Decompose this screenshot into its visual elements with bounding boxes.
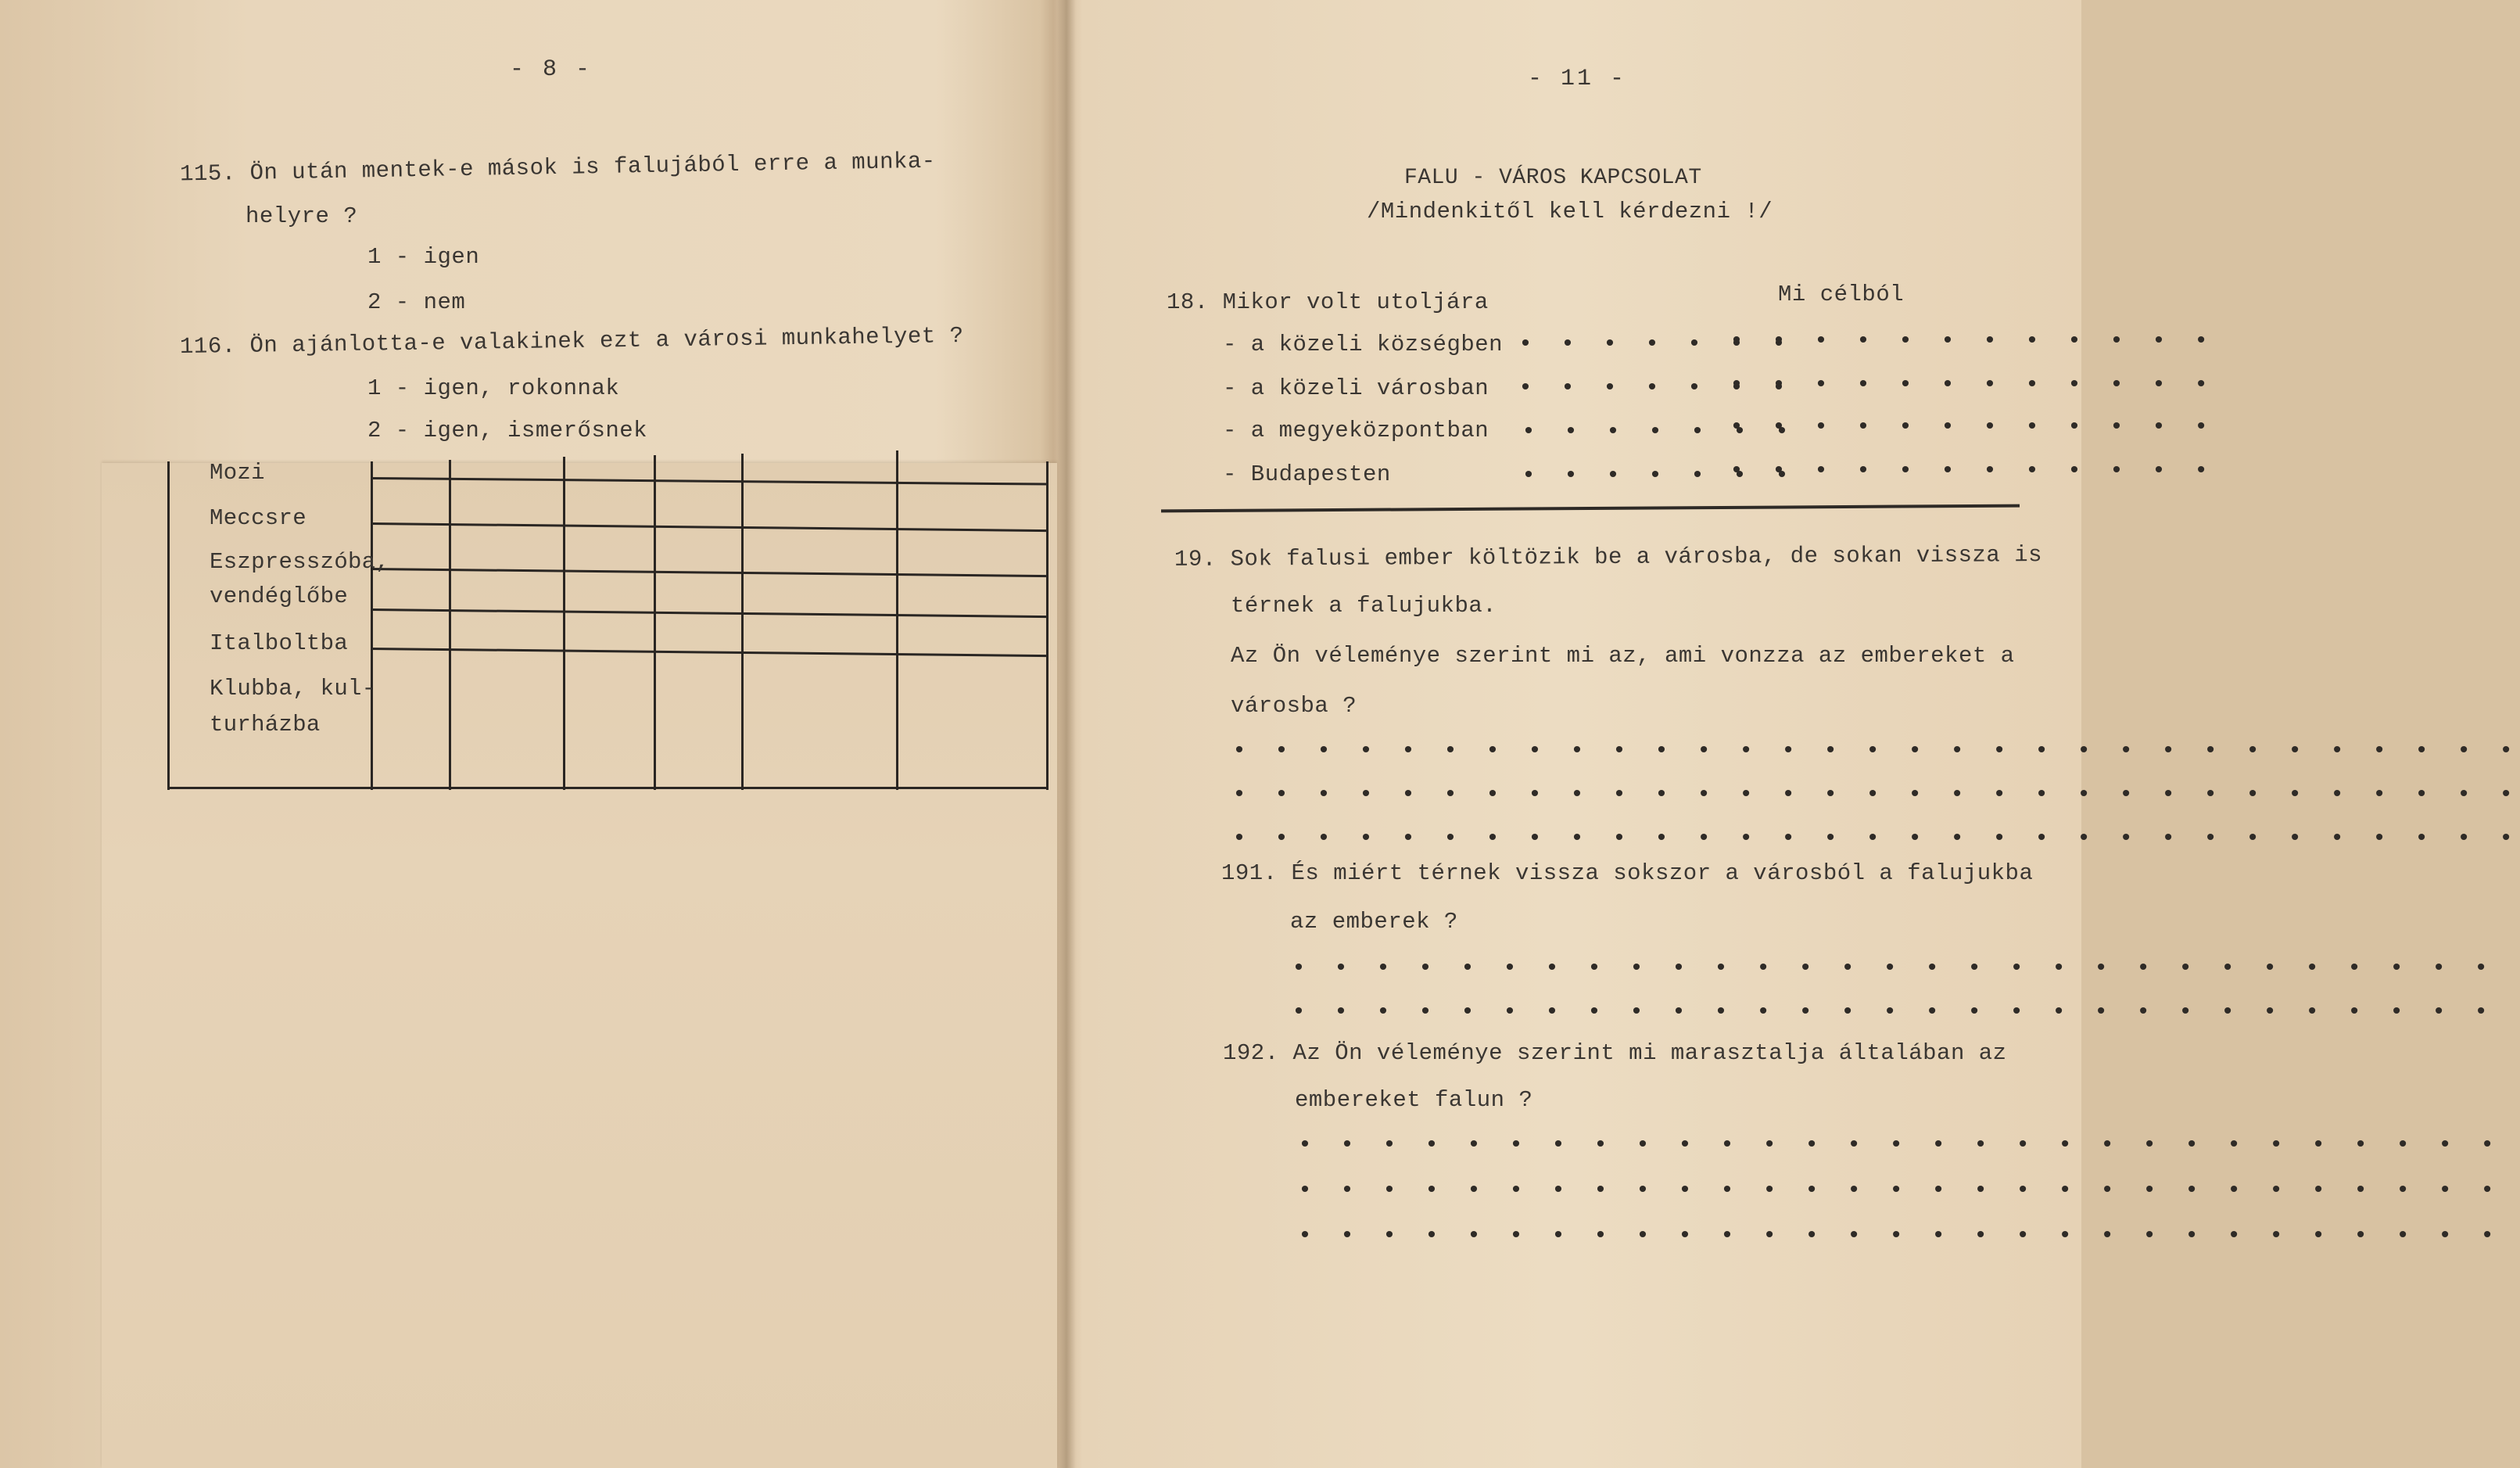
question-19-sub-cont: városba ? — [1231, 693, 1357, 719]
answer-dots: • • • • • • • • • • • • • • • • • • • • • • • • • • • • • — [1292, 1000, 2496, 1026]
table-border-right — [1046, 461, 1049, 790]
answer-dots: • • • • • • • • • • • • — [1730, 458, 2216, 485]
question-115: 115. Ön után mentek-e mások is falujából erre a munka- — [179, 148, 936, 188]
q18-item: - a közeli községben — [1223, 332, 1504, 357]
answer-dots: • • • • • • • • • • • • • • • • • • • • • • • • • • • • • • • — [1232, 826, 2520, 852]
table-border-left — [167, 461, 170, 790]
table-border-bottom — [167, 787, 1049, 789]
answer-dots: • • • • • • • • • • • • — [1730, 328, 2216, 355]
answer-dots: • • • • • • • • • • • • • • • • • • • • • • • • • • • • • • • — [1232, 782, 2520, 809]
option-igen-rokonnak: 1 - igen, rokonnak — [367, 375, 620, 401]
table-col-line — [449, 460, 451, 790]
answer-dots: • • • • • • • • • • • • • • • • • • • • • • • • • • • • • — [1298, 1178, 2502, 1204]
question-19-sub: Az Ön véleménye szerint mi az, ami vonzza az embereket a — [1231, 643, 2015, 669]
section-title: FALU - VÁROS KAPCSOLAT — [1404, 166, 1702, 190]
answer-dots: • • • • • • • • • • • • • • • • • • • • • • • • • • • • • — [1298, 1132, 2502, 1159]
answer-dots: • • • • • • • — [1522, 463, 1797, 490]
row-label: vendéglőbe — [210, 583, 349, 609]
table-col-line — [654, 455, 656, 790]
answer-dots: • • • • • • • • • • • • • • • • • • • • • • • • • • • • • — [1298, 1223, 2502, 1250]
option-nem: 2 - nem — [367, 289, 466, 315]
answer-dots: • • • • • • • • • • • • • • • • • • • • • • • • • • • • • • • — [1232, 738, 2520, 765]
answer-dots: • • • • • • • • • • • • — [1730, 372, 2216, 399]
row-label: Meccsre — [210, 505, 306, 531]
q18-item: - Budapesten — [1223, 461, 1391, 487]
row-label: Italboltba — [210, 630, 349, 656]
question-191-cont: az emberek ? — [1290, 909, 1458, 935]
question-18: 18. Mikor volt utoljára — [1167, 289, 1489, 315]
page-number: - 11 - — [1528, 66, 1627, 92]
question-191: 191. És miért térnek vissza sokszor a városból a falujukba — [1221, 860, 2034, 886]
question-116: 116. Ön ajánlotta-e valakinek ezt a városi munkahelyet ? — [179, 323, 964, 360]
question-192: 192. Az Ön véleménye szerint mi marasztalja általában az — [1223, 1040, 2007, 1066]
question-115-cont: helyre ? — [246, 203, 358, 229]
answer-dots: • • • • • • • — [1518, 332, 1794, 358]
row-label: Mozi — [210, 460, 265, 486]
row-label: Eszpresszóba, — [210, 549, 390, 575]
page-number: - 8 - — [510, 56, 593, 83]
table-col-line — [371, 461, 373, 790]
table-col-line — [896, 450, 898, 790]
answer-dots: • • • • • • • • • • • • • • • • • • • • • • • • • • • • • — [1292, 956, 2496, 982]
section-note: /Mindenkitől kell kérdezni !/ — [1367, 199, 1773, 224]
answer-dots: • • • • • • • • • • • • — [1730, 415, 2216, 441]
row-label: turházba — [210, 712, 321, 738]
question-192-cont: embereket falun ? — [1295, 1087, 1533, 1113]
column-header-mi-celbol: Mi célból — [1778, 282, 1905, 307]
answer-dots: • • • • • • • — [1518, 375, 1794, 402]
question-19: 19. Sok falusi ember költözik be a városba, de sokan vissza is — [1174, 542, 2043, 572]
question-19-cont: térnek a falujukba. — [1231, 593, 1497, 619]
answer-dots: • • • • • • • — [1522, 419, 1797, 446]
row-label: Klubba, kul- — [210, 676, 376, 702]
q18-item: - a megyeközpontban — [1223, 418, 1489, 443]
table-col-line — [563, 457, 565, 790]
option-igen: 1 - igen — [367, 244, 480, 270]
option-igen-ismerosnek: 2 - igen, ismerősnek — [367, 418, 648, 443]
table-col-line — [741, 454, 744, 790]
q18-item: - a közeli városban — [1223, 375, 1489, 401]
